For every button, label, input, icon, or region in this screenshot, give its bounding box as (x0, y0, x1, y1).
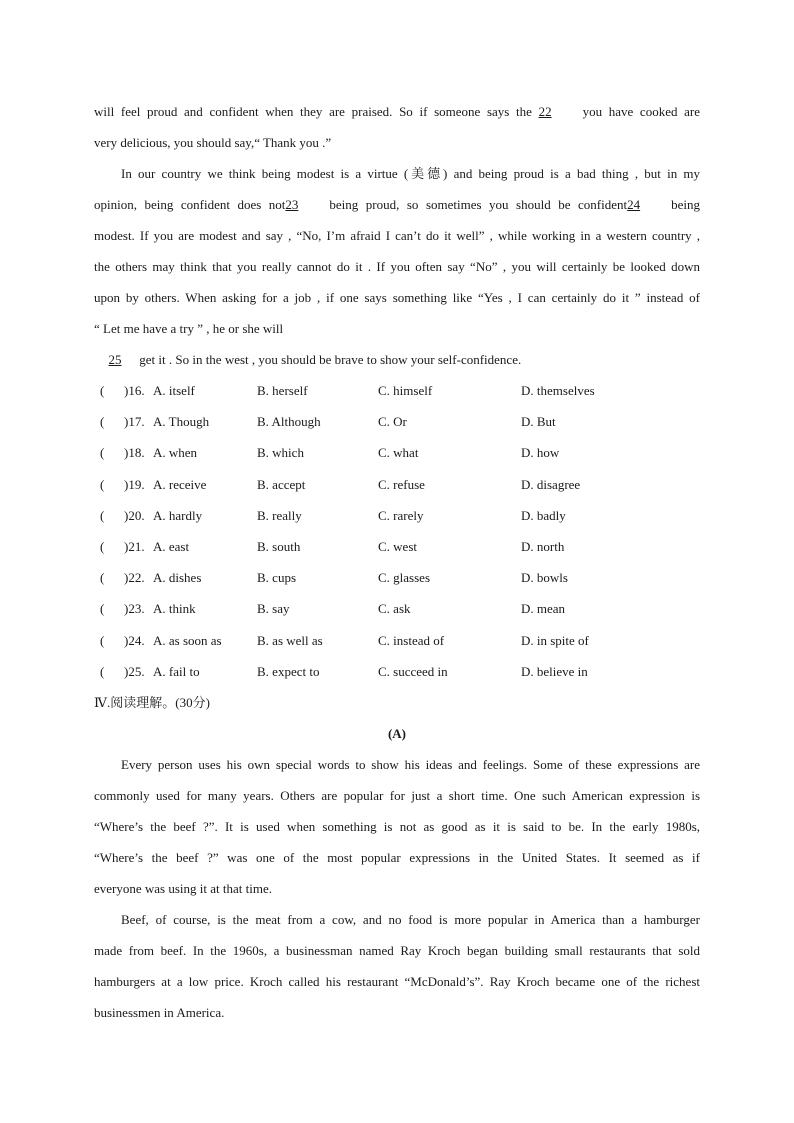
option-d: D. mean (521, 601, 566, 617)
option-d: D. disagree (521, 476, 581, 492)
text-run: get it . So in the west , you should be brave to show your self-confidence. (136, 352, 522, 367)
question-number: )22. (124, 570, 145, 586)
option-b: B. herself (257, 383, 308, 398)
option-a: A. when (153, 445, 198, 461)
question-number: )20. (124, 507, 145, 523)
passage-line: the others may think that you really cannot do it . If you often say “No” , you will certainly be looked down (94, 259, 700, 274)
question-number: )18. (124, 445, 145, 461)
passage-line: “Where’s the beef ?” was one of the most popular expressions in the United States. It seemed as if (94, 849, 700, 865)
option-b: B. cups (257, 570, 296, 586)
blank-23: 23 (285, 197, 299, 212)
passage-line (94, 96, 700, 127)
option-c: C. glasses (378, 570, 430, 586)
question-row (94, 593, 700, 624)
question-row (94, 469, 700, 500)
blank-22: 22 (538, 104, 552, 119)
option-c: C. rarely (378, 507, 424, 523)
question-row (94, 625, 700, 656)
text-run: being (671, 197, 700, 212)
passage-line: In our country we think being modest is a virtue (美德) and being proud is a bad thing , but in my (121, 166, 700, 181)
question-row (94, 375, 700, 406)
question-row (94, 406, 700, 437)
option-a: A. fail to (153, 663, 200, 679)
passage-line: businessmen in America. (94, 1004, 225, 1020)
option-a: A. hardly (153, 507, 203, 523)
option-d: D. But (521, 414, 556, 430)
question-number: )19. (124, 476, 145, 492)
passage-line: everyone was using it at that time. (94, 880, 272, 896)
blank-24: 24 (627, 197, 641, 212)
question-number: )17. (124, 414, 145, 430)
section-title: Ⅳ.阅读理解。(30分) (94, 694, 210, 710)
passage-line: made from beef. In the 1960s, a businessman named Ray Kroch began building small restaurants that sold (94, 942, 700, 958)
question-row (94, 500, 700, 531)
option-b: B. expect to (257, 663, 320, 679)
document-page (94, 96, 700, 1028)
question-number: )16. (124, 383, 145, 398)
option-b: B. accept (257, 476, 306, 492)
passage-line (94, 189, 700, 220)
option-a: A. east (153, 538, 190, 554)
option-c: C. himself (378, 383, 433, 398)
option-d: D. north (521, 538, 565, 554)
text-run: you have cooked are (582, 104, 701, 119)
answer-paren[interactable]: ( (100, 570, 105, 586)
passage-line (94, 344, 700, 375)
option-a: A. itself (153, 383, 195, 398)
question-number: )23. (124, 601, 145, 617)
option-d: D. how (521, 445, 560, 461)
text-run: will feel proud and confident when they are praised. So if someone says the (94, 104, 539, 119)
option-b: B. Although (257, 414, 321, 430)
option-a: A. Though (153, 414, 210, 430)
answer-paren[interactable]: ( (100, 414, 105, 430)
answer-paren[interactable]: ( (100, 445, 105, 461)
option-a: A. dishes (153, 570, 202, 586)
question-list (94, 375, 700, 687)
answer-paren[interactable]: ( (100, 663, 105, 679)
question-row (94, 656, 700, 687)
passage-line: commonly used for many years. Others are popular for just a short time. One such American expression is (94, 787, 700, 803)
passage-line: Every person uses his own special words to show his ideas and feelings. Some of these expressions are (121, 756, 700, 772)
answer-paren[interactable]: ( (100, 632, 105, 648)
answer-paren[interactable]: ( (100, 507, 105, 523)
question-row (94, 437, 700, 468)
option-c: C. what (378, 445, 419, 461)
option-c: C. instead of (378, 632, 445, 648)
option-b: B. south (257, 538, 301, 554)
passage-line: “ Let me have a try ” , he or she will (94, 321, 284, 336)
answer-paren[interactable]: ( (100, 538, 105, 554)
question-number: )25. (124, 663, 145, 679)
passage-line: modest. If you are modest and say , “No, I’m afraid I can’t do it well” , while working in a western country , (94, 228, 700, 243)
option-d: D. in spite of (521, 632, 589, 648)
answer-paren[interactable]: ( (100, 383, 105, 398)
answer-paren[interactable]: ( (100, 601, 105, 617)
option-c: C. ask (378, 601, 411, 617)
option-a: A. think (153, 601, 196, 617)
option-d: D. themselves (521, 383, 595, 398)
option-b: B. as well as (257, 632, 323, 648)
option-c: C. Or (378, 414, 407, 430)
option-b: B. which (257, 445, 304, 461)
option-a: A. receive (153, 476, 207, 492)
answer-paren[interactable]: ( (100, 476, 105, 492)
passage-line: upon by others. When asking for a job , if one says something like “Yes , I can certainly do it ” instead of (94, 290, 700, 305)
option-b: B. say (257, 601, 290, 617)
option-c: C. succeed in (378, 663, 448, 679)
option-b: B. really (257, 507, 302, 523)
option-d: D. believe in (521, 663, 588, 679)
passage-line: hamburgers at a low price. Kroch called his restaurant “McDonald’s”. Ray Kroch became one of the richest (94, 973, 700, 989)
blank-25: 25 (108, 352, 122, 367)
passage-line: Beef, of course, is the meat from a cow, and no food is more popular in America than a hamburger (121, 911, 700, 927)
passage-line: “Where’s the beef ?”. It is used when something is not as good as it is said to be. In the early 1980s, (94, 818, 700, 834)
question-row (94, 531, 700, 562)
question-number: )24. (124, 632, 145, 648)
text-run: opinion, being confident does not (94, 197, 286, 212)
question-number: )21. (124, 538, 145, 554)
part-label: (A) (387, 725, 407, 741)
option-c: C. west (378, 538, 417, 554)
text-run: being proud, so sometimes you should be confident (329, 197, 628, 212)
passage-line: very delicious, you should say,“ Thank you .” (94, 135, 332, 150)
option-c: C. refuse (378, 476, 425, 492)
option-a: A. as soon as (153, 632, 222, 648)
option-d: D. badly (521, 507, 566, 523)
question-row (94, 562, 700, 593)
option-d: D. bowls (521, 570, 568, 586)
